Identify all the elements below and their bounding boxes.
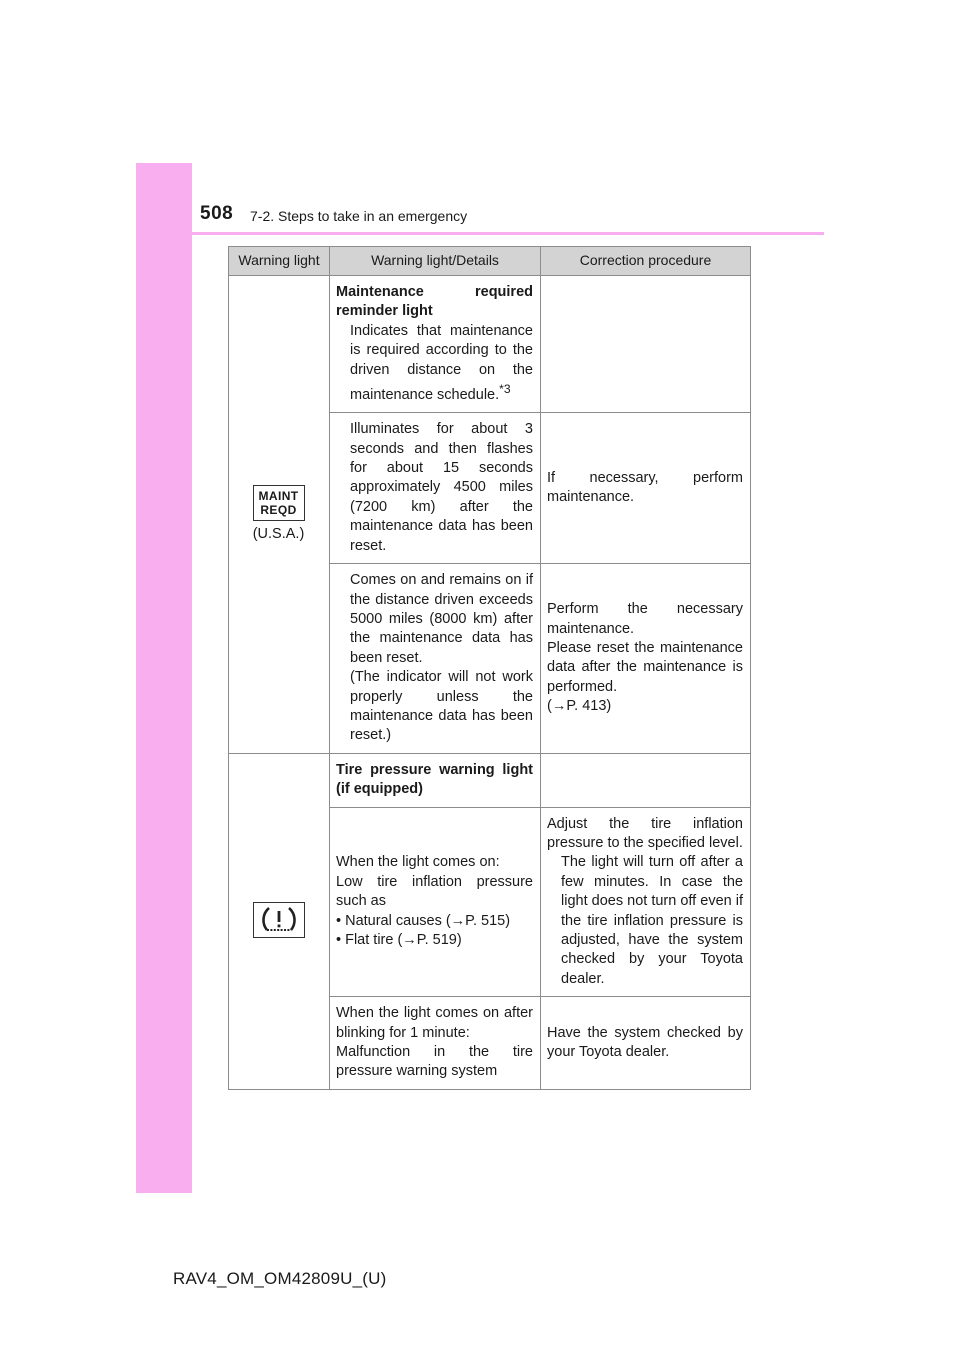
warning-light-table [228, 246, 751, 1090]
maint-reqd-icon: MAINT REQD [253, 485, 305, 521]
page-number: 508 [200, 203, 234, 224]
maint-title-correction-empty [541, 276, 751, 413]
header-rule [136, 232, 824, 235]
maint-detail2-cell [330, 564, 541, 754]
maint-correction2-line1: Perform the necessary maintenance. [547, 601, 743, 637]
column-header-details: Warning light/Details [330, 247, 541, 276]
maint-correction1-cell [541, 413, 751, 564]
document-code: RAV4_OM_OM42809U_(U) [173, 1269, 387, 1288]
maint-detail1-cell [330, 413, 541, 564]
tire-title-correction-empty [541, 753, 751, 807]
maint-detail1: Illuminates for about 3 seconds and then flashes for about 15 seconds approximately 4500 miles (7200 km) after the maintenance data has been reset. [350, 421, 533, 554]
table-header-row [229, 247, 751, 276]
tire-correction1-main: Adjust the tire inflation pressure to the specified level. [547, 815, 743, 851]
tire-pressure-icon [259, 905, 299, 935]
tire-correction2: Have the system checked by your Toyota dealer. [547, 1024, 743, 1061]
tire-title-cell [330, 753, 541, 807]
tire-correction1-note: The light will turn off after a few minutes. In case the light does not turn off even if the tire inflation pressure is adjusted, have the system checked by your Toyota dealer. [561, 854, 743, 987]
tire-correction2-cell [541, 997, 751, 1090]
tire-detail2-line1: When the light comes on after blinking for 1 minute: [336, 1005, 533, 1041]
column-header-warning-light: Warning light [229, 247, 330, 276]
maint-correction1: If necessary, perform maintenance. [547, 469, 743, 506]
maint-title: Maintenance required reminder light [336, 284, 533, 320]
table-row [229, 276, 751, 413]
maint-description: Indicates that maintenance is required according to the driven distance on the maintenance schedule.$^{*3}$ [350, 322, 533, 403]
column-header-correction: Correction procedure [541, 247, 751, 276]
maint-icon-cell [229, 276, 330, 754]
tire-icon-cell [229, 753, 330, 1089]
maint-detail2: Comes on and remains on if the distance driven exceeds 5000 miles (8000 km) after the maintenance data has been reset. [350, 572, 533, 666]
region-label: (U.S.A.) [252, 525, 305, 542]
maint-detail2-note: (The indicator will not work properly unless the maintenance data has been reset.) [350, 669, 533, 744]
bullet-flat-tire: • Flat tire (→P. 519) [336, 932, 462, 949]
chapter-side-tab [136, 163, 192, 1193]
tire-detail1-line1: When the light comes on: [336, 854, 500, 871]
maint-correction2-cell [541, 564, 751, 754]
tire-detail1-cell [330, 807, 541, 997]
tire-detail2-cell [330, 997, 541, 1090]
table-row [229, 753, 751, 807]
tire-pressure-warning-icon [253, 902, 305, 938]
maint-correction2-line2: Please reset the maintenance data after the maintenance is performed. [547, 640, 743, 695]
tire-correction1-cell [541, 807, 751, 997]
footnote-mark: *3 [499, 382, 511, 397]
page-reference: (→P. 413) [547, 698, 612, 715]
section-title: 7-2. Steps to take in an emergency [250, 208, 468, 224]
tire-detail1-line2: Low tire inflation pressure such as [336, 873, 533, 910]
bullet-natural-causes: • Natural causes (→P. 515) [336, 912, 511, 929]
tire-title: Tire pressure warning light (if equipped) [336, 761, 533, 798]
maint-title-cell [330, 276, 541, 413]
tire-detail2-line2: Malfunction in the tire pressure warning system [336, 1044, 533, 1080]
